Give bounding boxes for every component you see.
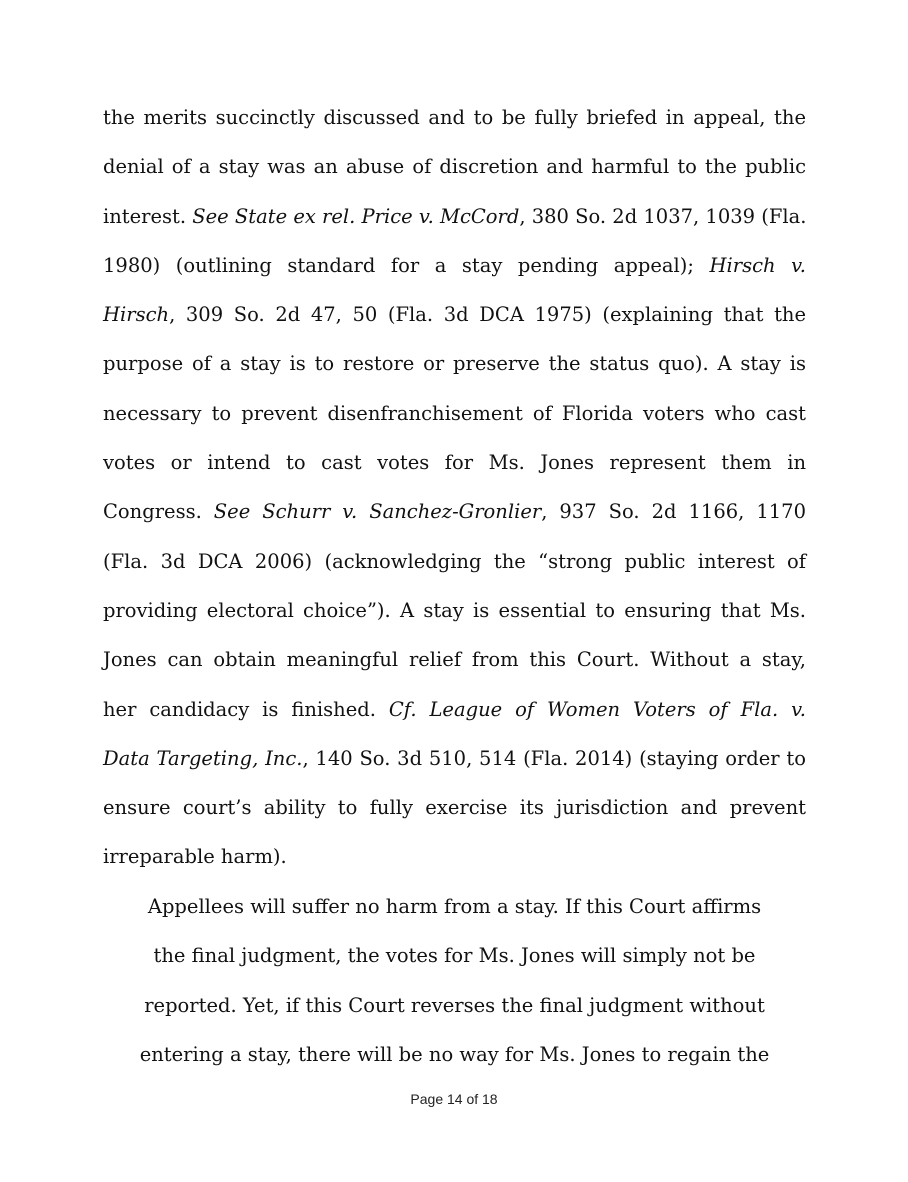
body-paragraph-1 (103, 93, 806, 882)
paragraph-line: the final judgment, the votes for Ms. Jones will simply not be (153, 944, 756, 968)
paragraph-line (103, 93, 806, 142)
page-number-footer: Page 14 of 18 (410, 1091, 498, 1107)
paragraph-line (103, 438, 806, 487)
paragraph-line (103, 832, 806, 881)
paragraph-line (103, 241, 806, 290)
paragraph-line (103, 537, 806, 586)
paragraph-line (103, 635, 806, 684)
case-citation: See State ex rel. Price v. McCord (192, 204, 520, 228)
paragraph-line: entering a stay, there will be no way for Ms. Jones to regain the (139, 1042, 770, 1066)
paragraph-line (103, 339, 806, 388)
case-citation: Cf. League of Women Voters of Fla. v. (388, 697, 807, 721)
case-citation: Hirsch v. (709, 253, 806, 277)
text-run: , 937 So. 2d 1166, 1170 (541, 500, 806, 524)
paragraph-line (103, 487, 806, 536)
text-run: ensure court’s ability to fully exercise its jurisdiction and prevent (103, 796, 806, 820)
body-paragraph-2 (103, 882, 806, 1079)
paragraph-line (103, 685, 806, 734)
text-run: 1980) (outlining standard for a stay pending appeal); (103, 253, 710, 277)
paragraph-line (103, 192, 806, 241)
text-run: Jones can obtain meaningful relief from this Court. Without a stay, (103, 648, 806, 672)
text-run: denial of a stay was an abuse of discretion and harmful to the public (103, 155, 806, 179)
paragraph-line (103, 290, 806, 339)
text-run: necessary to prevent disenfranchisement of Florida voters who cast (103, 401, 806, 425)
text-run: , 380 So. 2d 1037, 1039 (Fla. (519, 204, 807, 228)
paragraph-line (103, 586, 806, 635)
paragraph-line: Appellees will suffer no harm from a stay. If this Court affirms (147, 895, 762, 918)
text-run: , 140 So. 3d 510, 514 (Fla. 2014) (staying order to (302, 746, 806, 770)
paragraph-line (103, 783, 806, 832)
text-run: , 309 So. 2d 47, 50 (Fla. 3d DCA 1975) (explaining that the (169, 303, 806, 327)
text-run: irreparable harm). (103, 845, 287, 869)
paragraph-line (103, 734, 806, 783)
text-run: votes or intend to cast votes for Ms. Jones represent them in (103, 451, 806, 475)
paragraph-line (103, 389, 806, 438)
case-citation: Data Targeting, Inc. (103, 746, 303, 770)
text-run: (Fla. 3d DCA 2006) (acknowledging the “strong public interest of (103, 549, 806, 573)
paragraph-line (103, 142, 806, 191)
case-citation: Hirsch (103, 303, 170, 327)
text-run: providing electoral choice”). A stay is essential to ensuring that Ms. (103, 598, 806, 622)
text-run: purpose of a stay is to restore or preserve the status quo). A stay is (103, 352, 806, 376)
case-citation: See Schurr v. Sanchez-Gronlier (213, 500, 542, 524)
text-run: interest. (103, 204, 193, 228)
text-run: her candidacy is finished. (103, 697, 389, 721)
paragraph-line: reported. Yet, if this Court reverses the final judgment without (144, 993, 765, 1017)
text-run: the merits succinctly discussed and to be fully briefed in appeal, the (103, 106, 806, 129)
text-run: Congress. (103, 500, 214, 524)
